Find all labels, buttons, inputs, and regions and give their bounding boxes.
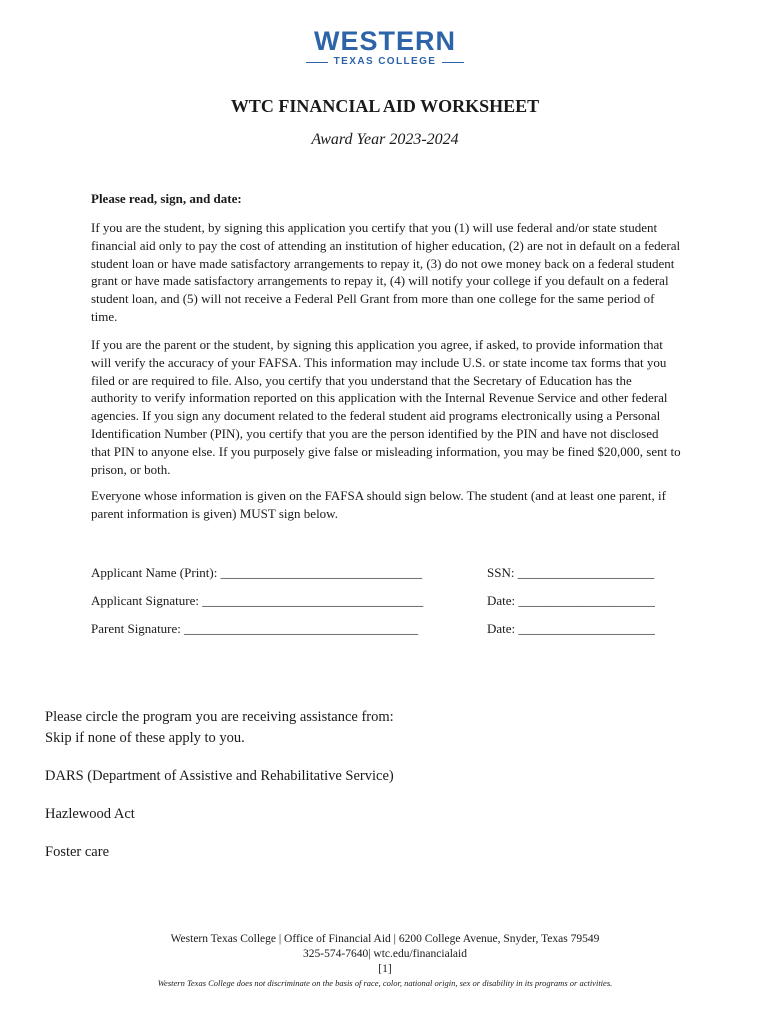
parent-signature-row <box>91 621 681 639</box>
footer-address: Western Texas College | Office of Financial Aid | 6200 College Avenue, Snyder, Texas 79549 <box>170 933 600 945</box>
page-number: [1] <box>378 963 392 975</box>
applicant-signature-row <box>91 593 681 611</box>
parent-date-field[interactable]: Date: _____________________ <box>487 621 655 636</box>
footer-contact: 325-574-7640| wtc.edu/financialaid <box>303 948 467 960</box>
instructions-heading: Please read, sign, and date: <box>91 191 242 206</box>
logo-rule-left <box>306 62 328 63</box>
applicant-name-row <box>91 565 681 583</box>
logo-rule-right <box>442 62 464 63</box>
program-option-hazlewood[interactable]: Hazlewood Act <box>45 806 135 822</box>
signing-requirement-paragraph: Everyone whose information is given on the FAFSA should sign below. The student (and at least one parent, if parent information is given) MUST sign below. <box>91 488 666 521</box>
applicant-signature-field[interactable]: Applicant Signature: __________________________________ <box>91 593 424 608</box>
program-option-foster-care[interactable]: Foster care <box>45 844 110 860</box>
parent-signature-field[interactable]: Parent Signature: ____________________________________ <box>91 621 419 636</box>
college-logo <box>0 26 770 68</box>
program-instructions-line1: Please circle the program you are receiving assistance from: <box>45 709 394 725</box>
nondiscrimination-disclaimer: Western Texas College does not discriminate on the basis of race, color, national origin, sex or disability in its programs or activities. <box>157 978 613 988</box>
student-certification-paragraph: If you are the student, by signing this application you certify that you (1) will use federal and/or state student financial aid only to pay the cost of attending an institution of higher education, (2) are not in default on a federal student loan or have made satisfactory arrangements to repay it, (3) do not owe money back on a federal student grant or have made satisfactory arrangements to repay it, (4) will notify your college if you default on a federal student loan, and (5) will not receive a Federal Pell Grant from more than one college for the same period of time. <box>91 220 681 324</box>
program-instructions-line2: Skip if none of these apply to you. <box>45 730 245 746</box>
applicant-name-field[interactable]: Applicant Name (Print): _______________________________ <box>91 565 423 580</box>
logo-subtitle-text: TEXAS COLLEGE <box>333 56 437 67</box>
program-option-dars[interactable]: DARS (Department of Assistive and Rehabilitative Service) <box>45 768 394 784</box>
award-year: Award Year 2023-2024 <box>311 131 459 148</box>
ssn-field[interactable]: SSN: _____________________ <box>487 565 655 580</box>
program-instructions <box>45 707 394 749</box>
page-title: WTC FINANCIAL AID WORKSHEET <box>230 96 540 116</box>
logo-wordmark: WESTERN <box>314 26 456 56</box>
applicant-date-field[interactable]: Date: _____________________ <box>487 593 655 608</box>
verification-paragraph: If you are the parent or the student, by signing this application you agree, if asked, to provide information that will verify the accuracy of your FAFSA. This information may include U.S. or state income tax forms that you filed or are required to file. Also, you certify that you understand that the Secretary of Education has the authority to verify information reported on this application with the Internal Revenue Service and other federal agencies. If you sign any document related to the federal student aid programs electronically using a Personal Identification Number (PIN), you certify that you are the person identified by the PIN and have not disclosed that PIN to anyone else. If you purposely give false or misleading information, you may be fined $20,000, sent to prison, or both. <box>91 337 681 477</box>
logo-subtitle <box>0 56 770 68</box>
